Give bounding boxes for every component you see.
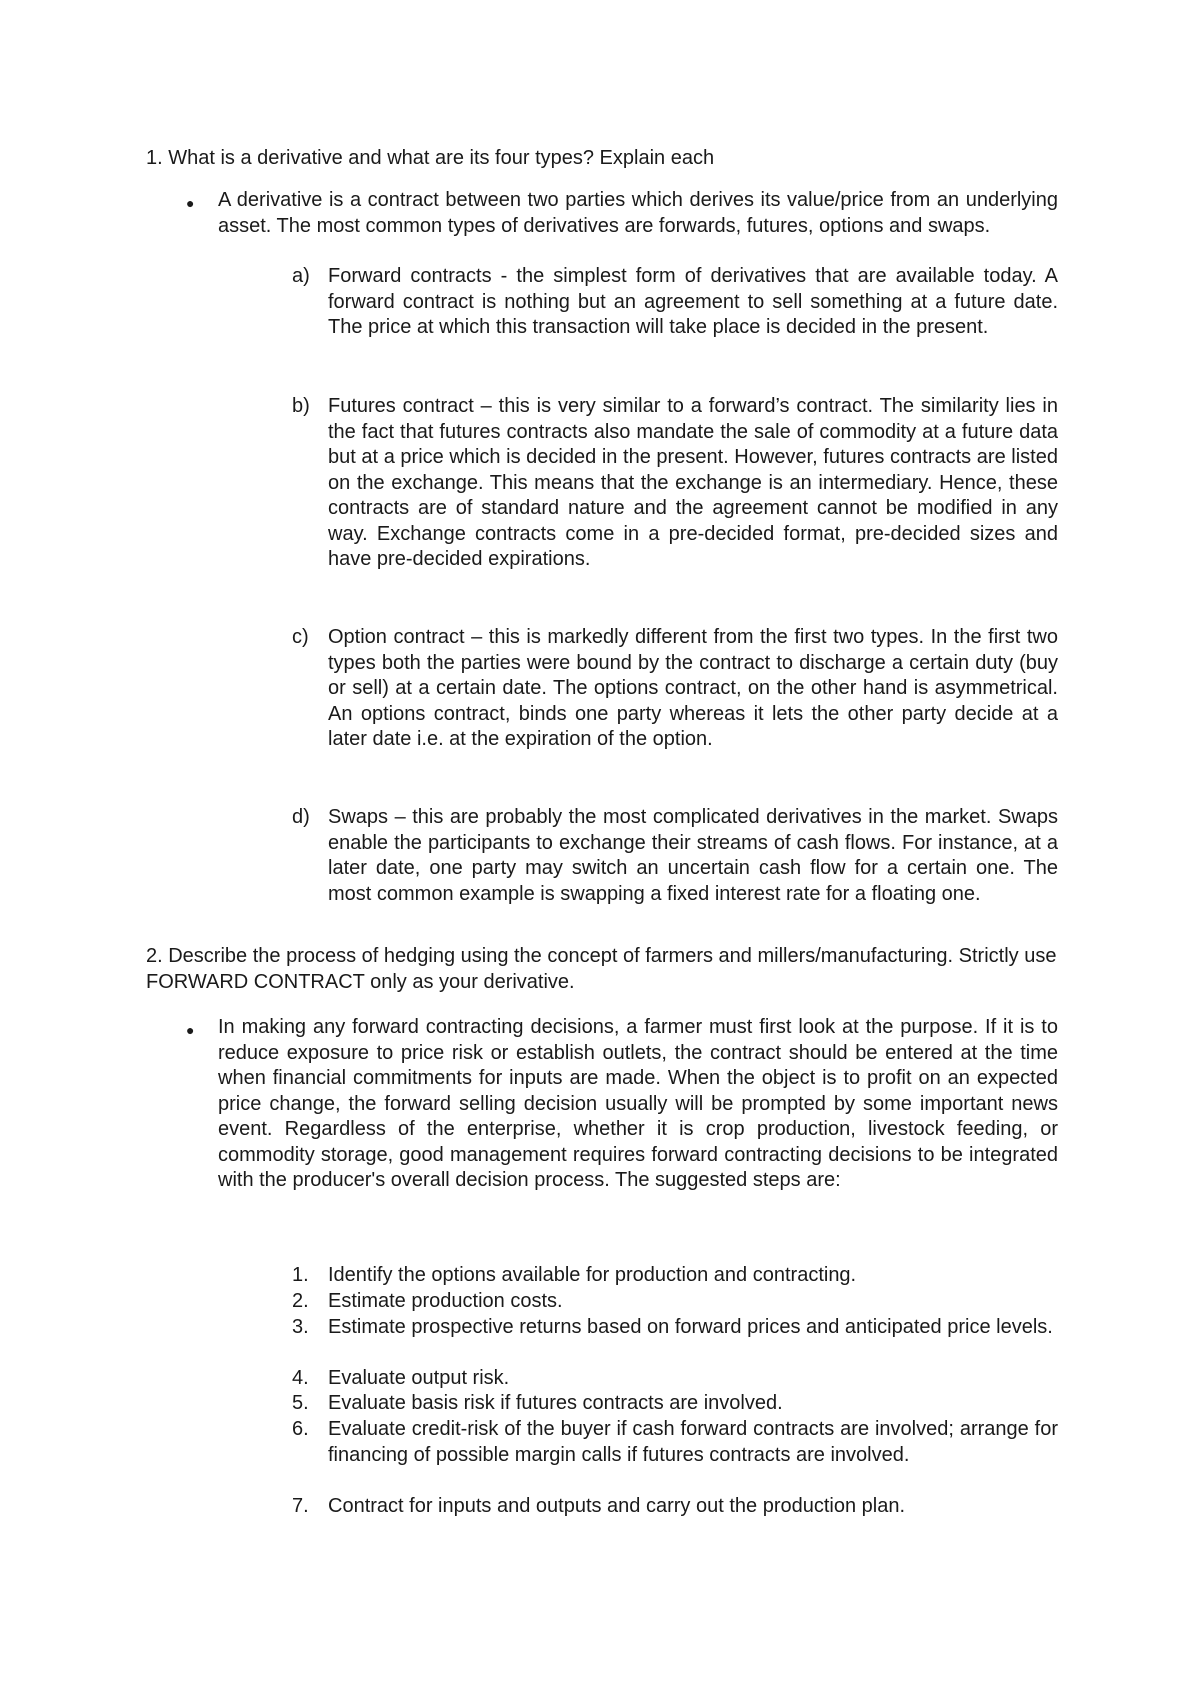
list-item: Evaluate basis risk if futures contracts are involved. bbox=[328, 1392, 783, 1414]
list-item: Contract for inputs and outputs and carry out the production plan. bbox=[328, 1495, 906, 1517]
list-marker-c: c) bbox=[292, 626, 309, 648]
question-2-answer: In making any forward contracting decisions, a farmer must first look at the purpose. If it is to reduce exposure to price risk or establish outlets, the contract should be entered at the time when financial commitments for inputs are made. When the object is to profit on an expected price change, the forward selling decision usually will be prompted by some important news event. Regardless of the enterprise, whether it is crop production, livestock feeding, or commodity storage, good management requires forward contracting decisions to be integrated with the producer's overall decision process. The suggested steps are: bbox=[218, 1016, 1058, 1191]
derivative-type-swaps: Swaps – this are probably the most complicated derivatives in the market. Swaps enable the participants to exchange their streams of cash flows. For instance, at a later date, one party may switch an uncertain cash flow for a certain one. The most common example is swapping a fixed interest rate for a floating one. bbox=[328, 806, 1058, 905]
list-item: Estimate prospective returns based on forward prices and anticipated price levels. bbox=[328, 1316, 1053, 1338]
question-2-heading: 2. Describe the process of hedging using the concept of farmers and millers/manufacturing. Strictly use FORWARD CONTRACT only as your derivative. bbox=[146, 945, 1057, 993]
step-number: 2. bbox=[292, 1290, 309, 1312]
list-marker-b: b) bbox=[292, 395, 310, 417]
question-1-heading: 1. What is a derivative and what are its four types? Explain each bbox=[146, 147, 715, 169]
bullet-icon: ● bbox=[186, 195, 195, 211]
derivative-type-option: Option contract – this is markedly different from the first two types. In the first two types both the parties were bound by the contract to discharge a certain duty (buy or sell) at a certain date. The options contract, on the other hand is asymmetrical. An options contract, binds one party whereas it lets the other party decide at a later date i.e. at the expiration of the option. bbox=[328, 626, 1058, 750]
question-1-answer: A derivative is a contract between two parties which derives its value/price from an underlying asset. The most common types of derivatives are forwards, futures, options and swaps. bbox=[218, 189, 1058, 237]
list-item: Evaluate output risk. bbox=[328, 1367, 510, 1389]
step-number: 4. bbox=[292, 1367, 309, 1389]
list-item: Estimate production costs. bbox=[328, 1290, 563, 1312]
list-marker-d: d) bbox=[292, 806, 310, 828]
step-number: 7. bbox=[292, 1495, 309, 1517]
list-item: Evaluate credit-risk of the buyer if cash forward contracts are involved; arrange for financing of possible margin calls if futures contracts are involved. bbox=[328, 1418, 1058, 1466]
step-number: 5. bbox=[292, 1392, 309, 1414]
derivative-type-forward: Forward contracts - the simplest form of derivatives that are available today. A forward contract is nothing but an agreement to sell something at a future date. The price at which this transaction will take place is decided in the present. bbox=[328, 265, 1058, 338]
derivative-type-futures: Futures contract – this is very similar to a forward’s contract. The similarity lies in the fact that futures contracts also mandate the sale of commodity at a future data but at a price which is decided in the present. However, futures contracts are listed on the exchange. This means that the exchange is an intermediary. Hence, these contracts are of standard nature and the agreement cannot be modified in any way. Exchange contracts come in a pre-decided format, pre-decided sizes and have pre-decided expirations. bbox=[328, 395, 1058, 570]
list-item: Identify the options available for production and contracting. bbox=[328, 1264, 857, 1286]
step-number: 1. bbox=[292, 1264, 309, 1286]
list-marker-a: a) bbox=[292, 265, 310, 287]
bullet-icon: ● bbox=[186, 1022, 195, 1038]
step-number: 3. bbox=[292, 1316, 309, 1338]
step-number: 6. bbox=[292, 1418, 309, 1440]
